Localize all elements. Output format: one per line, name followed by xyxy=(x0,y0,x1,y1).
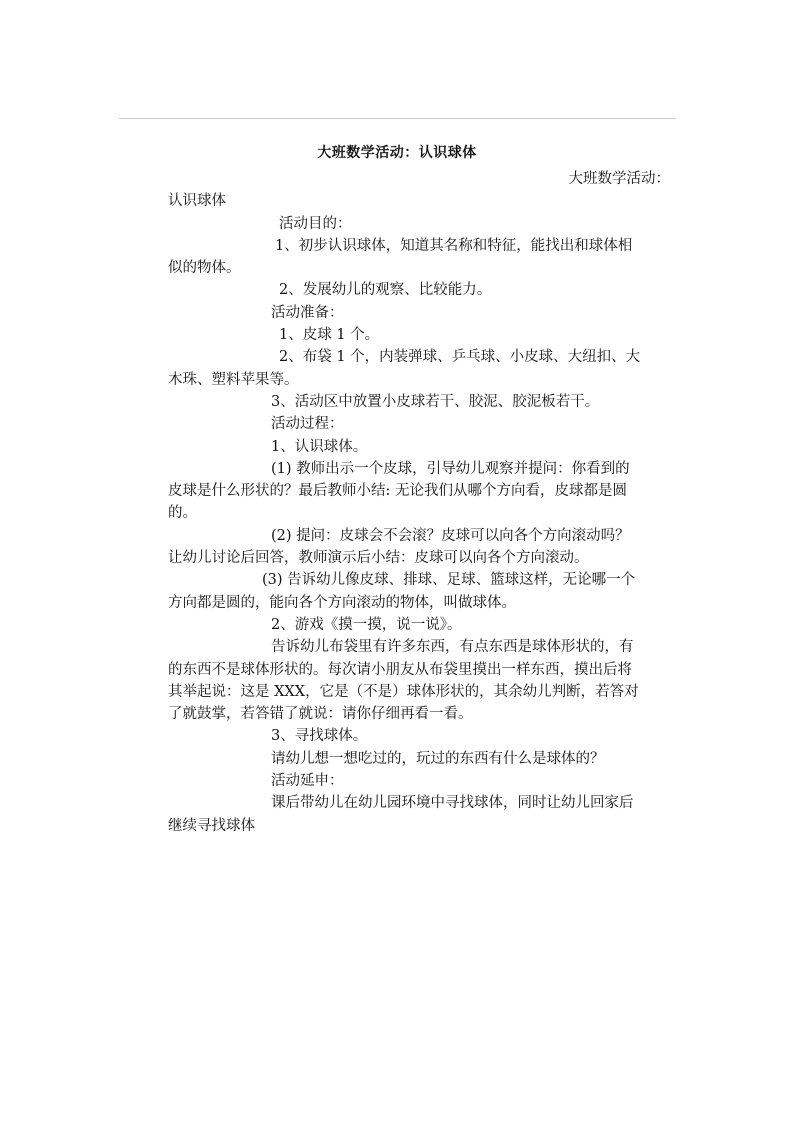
process-step-1-sub-3: (3) 告诉幼儿像皮球、排球、足球、篮球这样，无论哪一个 xyxy=(262,572,636,589)
section-heading-preparation: 活动准备： xyxy=(271,304,344,321)
preparation-item-2: 2、布袋 1 个，内装弹球、乒乓球、小皮球、大纽扣、大 xyxy=(279,349,641,366)
process-step-1-sub-2-continuation: 让幼儿讨论后回答，教师演示后小结：皮球可以向各个方向滚动。 xyxy=(168,550,589,567)
preparation-item-2-continuation: 木珠、塑料苹果等。 xyxy=(168,371,299,388)
preparation-item-3: 3、活动区中放置小皮球若干、胶泥、胶泥板若干。 xyxy=(271,393,600,410)
process-step-2-text-line-4: 了就鼓掌，若答错了就说：请你仔细再看一看。 xyxy=(168,706,473,723)
process-step-2-text-line-3: 其举起说：这是 XXX，它是（不是）球体形状的，其余幼儿判断，若答对 xyxy=(168,683,639,700)
process-step-1-sub-2: (2) 提问：皮球会不会滚？皮球可以向各个方向滚动吗？ xyxy=(271,527,630,544)
process-step-2: 2、游戏《摸一摸，说一说》。 xyxy=(271,616,462,633)
subtitle-continuation: 认识球体 xyxy=(168,193,226,210)
subtitle-line: 大班数学活动： xyxy=(568,171,670,187)
section-heading-extension: 活动延申： xyxy=(271,773,344,790)
extension-text-continuation: 继续寻找球体 xyxy=(168,817,255,834)
section-heading-goals: 活动目的： xyxy=(279,215,352,232)
process-step-1: 1、认识球体。 xyxy=(271,438,368,455)
section-heading-process: 活动过程： xyxy=(271,416,344,433)
header-rule xyxy=(119,118,676,119)
goal-item-2: 2、发展幼儿的观察、比较能力。 xyxy=(279,282,492,299)
process-step-1-sub-3-continuation: 方向都是圆的，能向各个方向滚动的物体，叫做球体。 xyxy=(168,594,516,611)
process-step-1-sub-1-end: 的。 xyxy=(168,505,197,522)
document-body xyxy=(168,168,676,837)
process-step-2-text: 告诉幼儿布袋里有许多东西，有点东西是球体形状的，有 xyxy=(271,639,634,656)
process-step-3: 3、寻找球体。 xyxy=(271,728,368,745)
process-step-1-sub-1-continuation: 皮球是什么形状的？最后教师小结: 无论我们从哪个方向看，皮球都是圆 xyxy=(168,483,627,500)
process-step-1-sub-1: (1) 教师出示一个皮球，引导幼儿观察并提问：你看到的 xyxy=(271,460,630,477)
process-step-3-text: 请幼儿想一想吃过的，玩过的东西有什么是球体的？ xyxy=(271,750,605,767)
extension-text: 课后带幼儿在幼儿园环境中寻找球体，同时让幼儿回家后 xyxy=(271,795,634,812)
goal-item-1: 1、初步认识球体，知道其名称和特征，能找出和球体相 xyxy=(275,237,633,254)
document-title: 大班数学活动：认识球体 xyxy=(317,145,477,161)
process-step-2-text-line-2: 的东西不是球体形状的。每次请小朋友从布袋里摸出一样东西，摸出后将 xyxy=(168,661,632,678)
goal-item-1-continuation: 似的物体。 xyxy=(168,260,241,277)
preparation-item-1: 1、皮球 1 个。 xyxy=(279,327,380,344)
